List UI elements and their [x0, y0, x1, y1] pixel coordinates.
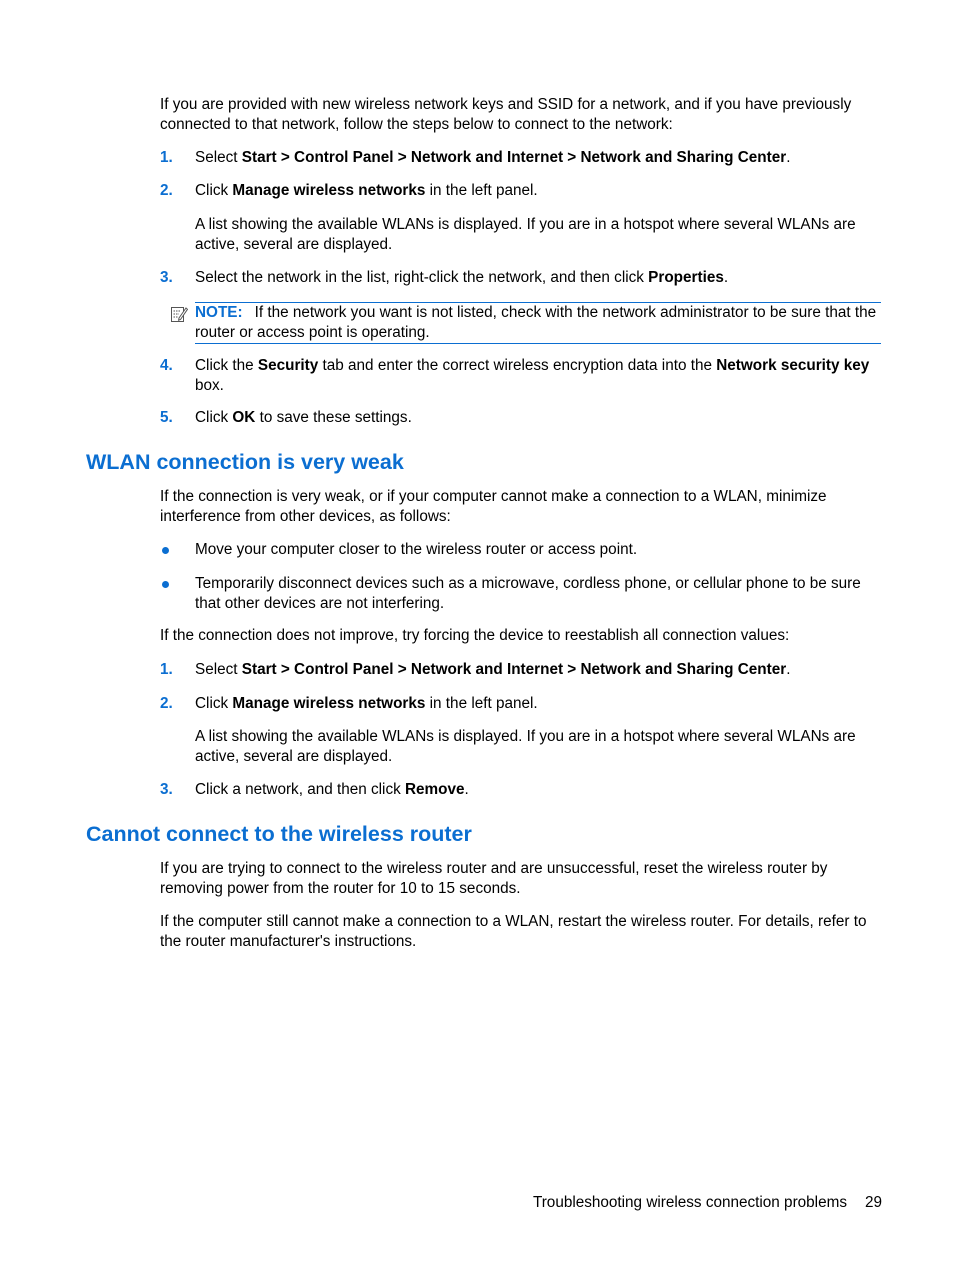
step-text: Click the Security tab and enter the correct wireless encryption data into the Network security key box. [195, 357, 870, 394]
step-text: Select Start > Control Panel > Network and Internet > Network and Sharing Center. [195, 149, 791, 166]
step-text: Select the network in the list, right-click the network, and then click Properties. [195, 269, 729, 286]
list-item [160, 574, 884, 613]
step-text: Click Manage wireless networks in the left panel. [195, 695, 538, 712]
list-item [160, 181, 884, 201]
step-number: 2. [160, 182, 173, 199]
step-text: Click Manage wireless networks in the left panel. [195, 182, 538, 199]
note-box [160, 300, 884, 346]
list-item [160, 780, 884, 800]
list-item [160, 540, 884, 560]
list-item [160, 268, 884, 288]
section2-intro: If the connection is very weak, or if your computer cannot make a connection to a WLAN, minimize interference from other devices, as follows: [160, 488, 827, 525]
note-pencil-icon [170, 305, 188, 323]
section1-intro: If you are provided with new wireless network keys and SSID for a network, and if you have previously connected to that network, follow the steps below to connect to the network: [160, 96, 852, 133]
bullet-icon [162, 581, 169, 588]
section2-followup: If the connection does not improve, try forcing the device to reestablish all connection values: [160, 627, 790, 644]
bullet-icon [162, 547, 169, 554]
note-text: If the network you want is not listed, check with the network administrator to be sure that the router or access point is operating. [195, 304, 877, 341]
step-text: Click a network, and then click Remove. [195, 781, 469, 798]
bullet-text: Move your computer closer to the wireless router or access point. [195, 541, 638, 558]
note-label: NOTE: [195, 304, 243, 321]
step-number: 4. [160, 357, 173, 374]
step-number: 3. [160, 269, 173, 286]
page-footer [0, 1193, 882, 1213]
step-number: 2. [160, 695, 173, 712]
list-item [160, 148, 884, 168]
list-item [160, 408, 884, 428]
step-detail: A list showing the available WLANs is displayed. If you are in a hotspot where several WLANs are active, several are displayed. [195, 728, 856, 765]
step-number: 3. [160, 781, 173, 798]
list-item [160, 660, 884, 680]
bullet-text: Temporarily disconnect devices such as a microwave, cordless phone, or cellular phone to be sure that other devices are not interfering. [195, 575, 861, 612]
step-text: Click OK to save these settings. [195, 409, 412, 426]
note-content [195, 302, 881, 344]
list-item [160, 356, 884, 395]
section-heading-wlan-weak: WLAN connection is very weak [86, 450, 404, 474]
section3-para1: If you are trying to connect to the wireless router and are unsuccessful, reset the wireless router by removing power from the router for 10 to 15 seconds. [160, 860, 828, 897]
section3-para2: If the computer still cannot make a connection to a WLAN, restart the wireless router. For details, refer to the router manufacturer's instructions. [160, 913, 867, 950]
step-number: 1. [160, 149, 173, 166]
footer-title: Troubleshooting wireless connection problems [532, 1194, 847, 1211]
section-heading-cannot-connect: Cannot connect to the wireless router [86, 822, 472, 846]
page-number: 29 [864, 1194, 882, 1211]
step-detail: A list showing the available WLANs is displayed. If you are in a hotspot where several WLANs are active, several are displayed. [195, 216, 856, 253]
step-number: 1. [160, 661, 173, 678]
list-item [160, 694, 884, 714]
step-text: Select Start > Control Panel > Network and Internet > Network and Sharing Center. [195, 661, 791, 678]
step-number: 5. [160, 409, 173, 426]
